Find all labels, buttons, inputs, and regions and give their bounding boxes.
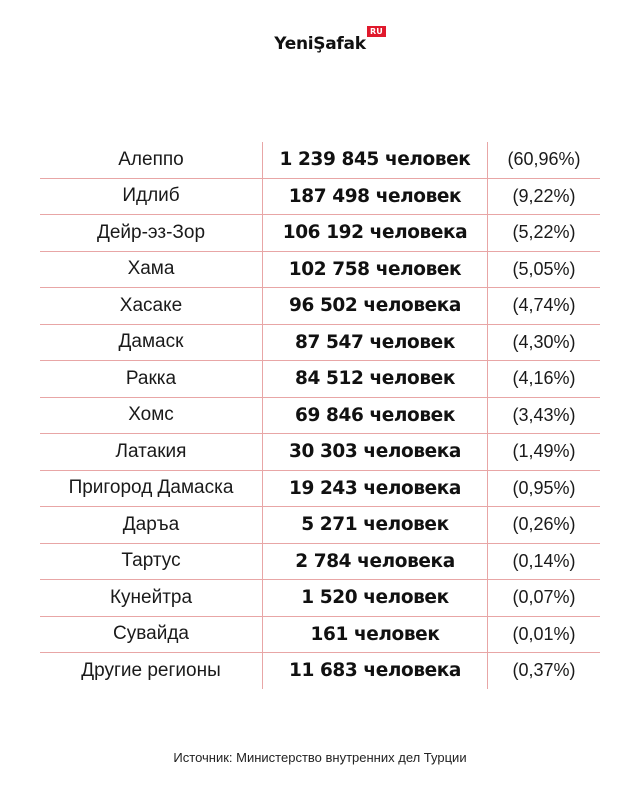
table-row <box>40 653 600 689</box>
count-cell: 11 683 человека <box>262 653 488 689</box>
region-cell: Хасаке <box>119 294 183 316</box>
percent-cell: (3,43%) <box>512 404 576 425</box>
region-cell: Дейр-эз-Зор <box>96 221 206 243</box>
table-row <box>40 434 600 471</box>
region-cell: Другие регионы <box>81 659 221 681</box>
region-cell: Латакия <box>115 440 187 462</box>
table-row <box>40 617 600 654</box>
statistics-table <box>40 142 600 689</box>
region-cell: Идлиб <box>122 185 180 207</box>
percent-cell: (5,05%) <box>512 258 576 279</box>
percent-cell: (0,01%) <box>512 623 576 644</box>
percent-cell: (60,96%) <box>507 149 581 170</box>
logo <box>0 27 640 54</box>
count-cell: 102 758 человек <box>262 252 488 288</box>
table-row <box>40 179 600 216</box>
percent-cell: (5,22%) <box>512 222 576 243</box>
table-row <box>40 361 600 398</box>
table-row <box>40 471 600 508</box>
table-row <box>40 507 600 544</box>
count-cell: 161 человек <box>262 617 488 653</box>
table-row <box>40 325 600 362</box>
count-cell: 1 520 человек <box>262 580 488 616</box>
count-cell: 5 271 человек <box>262 507 488 543</box>
logo-badge: RU <box>367 26 386 37</box>
logo-text: YeniŞafak <box>274 34 366 54</box>
region-cell: Дамаск <box>118 331 184 353</box>
count-cell: 87 547 человек <box>262 325 488 361</box>
region-cell: Алеппо <box>118 148 184 170</box>
count-cell: 96 502 человека <box>262 288 488 324</box>
table-row <box>40 215 600 252</box>
region-cell: Сувайда <box>113 623 189 645</box>
count-cell: 84 512 человек <box>262 361 488 397</box>
count-cell: 69 846 человек <box>262 398 488 434</box>
count-cell: 187 498 человек <box>262 179 488 215</box>
region-cell: Кунейтра <box>109 586 193 608</box>
table-row <box>40 142 600 179</box>
table-row <box>40 580 600 617</box>
percent-cell: (0,95%) <box>512 477 576 498</box>
percent-cell: (0,14%) <box>512 550 576 571</box>
count-cell: 106 192 человека <box>262 215 488 251</box>
region-cell: Ракка <box>125 367 177 389</box>
count-cell: 19 243 человека <box>262 471 488 507</box>
table-row <box>40 398 600 435</box>
region-cell: Даръа <box>122 513 180 535</box>
region-cell: Хомс <box>128 404 174 426</box>
percent-cell: (1,49%) <box>512 441 576 462</box>
count-cell: 1 239 845 человек <box>262 142 488 178</box>
count-cell: 30 303 человека <box>262 434 488 470</box>
table-row <box>40 288 600 325</box>
percent-cell: (4,74%) <box>512 295 576 316</box>
region-cell: Хама <box>127 258 175 280</box>
percent-cell: (9,22%) <box>512 185 576 206</box>
percent-cell: (0,37%) <box>512 660 576 681</box>
table-row <box>40 252 600 289</box>
count-cell: 2 784 человека <box>262 544 488 580</box>
percent-cell: (4,30%) <box>512 331 576 352</box>
percent-cell: (0,26%) <box>512 514 576 535</box>
source-note: Источник: Министерство внутренних дел Турции <box>173 750 467 765</box>
percent-cell: (0,07%) <box>512 587 576 608</box>
percent-cell: (4,16%) <box>512 368 576 389</box>
table-row <box>40 544 600 581</box>
region-cell: Тартус <box>121 550 181 572</box>
region-cell: Пригород Дамаска <box>68 477 234 499</box>
